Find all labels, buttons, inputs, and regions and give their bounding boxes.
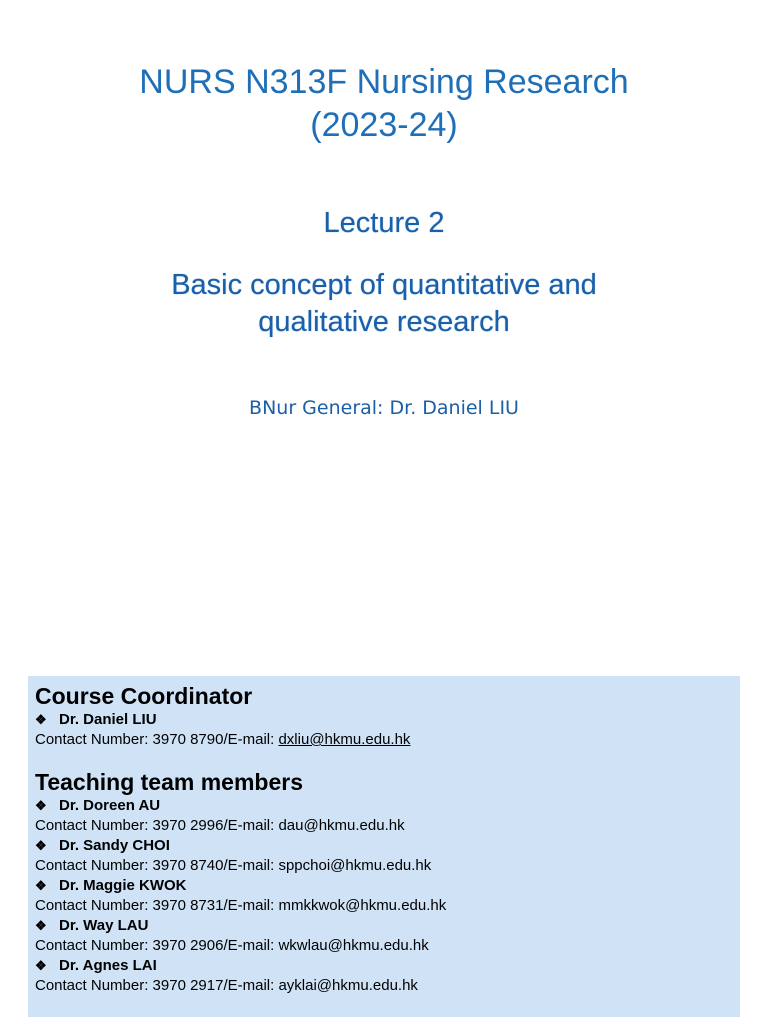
team-member-name: Dr. Sandy CHOI (59, 837, 170, 854)
diamond-bullet-icon: ❖ (35, 958, 47, 973)
diamond-bullet-icon: ❖ (35, 838, 47, 853)
coordinator-name: Dr. Daniel LIU (59, 711, 157, 728)
lecture-topic-line-1: Basic concept of quantitative and (171, 269, 597, 301)
diamond-bullet-icon: ❖ (35, 878, 47, 893)
team-member (35, 796, 740, 836)
lecturer-line: BNur General: Dr. Daniel LIU (249, 397, 519, 419)
team-member-name-row (35, 796, 740, 816)
team-member-contact: Contact Number: 3970 8731/E-mail: mmkkwok@hkmu.edu.hk (35, 897, 447, 914)
lecture-topic-line-2: qualitative research (258, 306, 510, 338)
team-member (35, 836, 740, 876)
coordinator-heading: Course Coordinator (35, 683, 253, 709)
team-member-name-row (35, 836, 740, 856)
team-member-name-row (35, 916, 740, 936)
team-member (35, 916, 740, 956)
diamond-bullet-icon: ❖ (35, 798, 47, 813)
team-member-name-row (35, 956, 740, 976)
team-member-contact: Contact Number: 3970 8740/E-mail: sppchoi@hkmu.edu.hk (35, 857, 432, 874)
staff-info-box (28, 676, 740, 1017)
diamond-bullet-icon: ❖ (35, 918, 47, 933)
team-member-contact: Contact Number: 3970 2917/E-mail: ayklai@hkmu.edu.hk (35, 977, 418, 994)
coordinator-name-row (35, 710, 740, 730)
coordinator-contact-text: Contact Number: 3970 8790/E-mail: (35, 731, 279, 748)
team-member-contact: Contact Number: 3970 2906/E-mail: wkwlau@hkmu.edu.hk (35, 937, 429, 954)
coordinator-contact (35, 730, 740, 750)
team-member-contact: Contact Number: 3970 2996/E-mail: dau@hkmu.edu.hk (35, 817, 405, 834)
team-member-name: Dr. Maggie KWOK (59, 877, 187, 894)
slide-title-line-2: (2023-24) (310, 106, 458, 144)
team-member (35, 876, 740, 916)
team-member (35, 956, 740, 996)
slide-title-line-1: NURS N313F Nursing Research (139, 63, 629, 101)
lecture-number: Lecture 2 (323, 207, 445, 239)
team-member-name-row (35, 876, 740, 896)
team-member-name: Dr. Way LAU (59, 917, 149, 934)
team-member-name: Dr. Agnes LAI (59, 957, 157, 974)
team-member-name: Dr. Doreen AU (59, 797, 161, 814)
team-heading: Teaching team members (35, 769, 304, 795)
coordinator-email-link[interactable]: dxliu@hkmu.edu.hk (278, 731, 411, 748)
diamond-bullet-icon: ❖ (35, 712, 47, 727)
